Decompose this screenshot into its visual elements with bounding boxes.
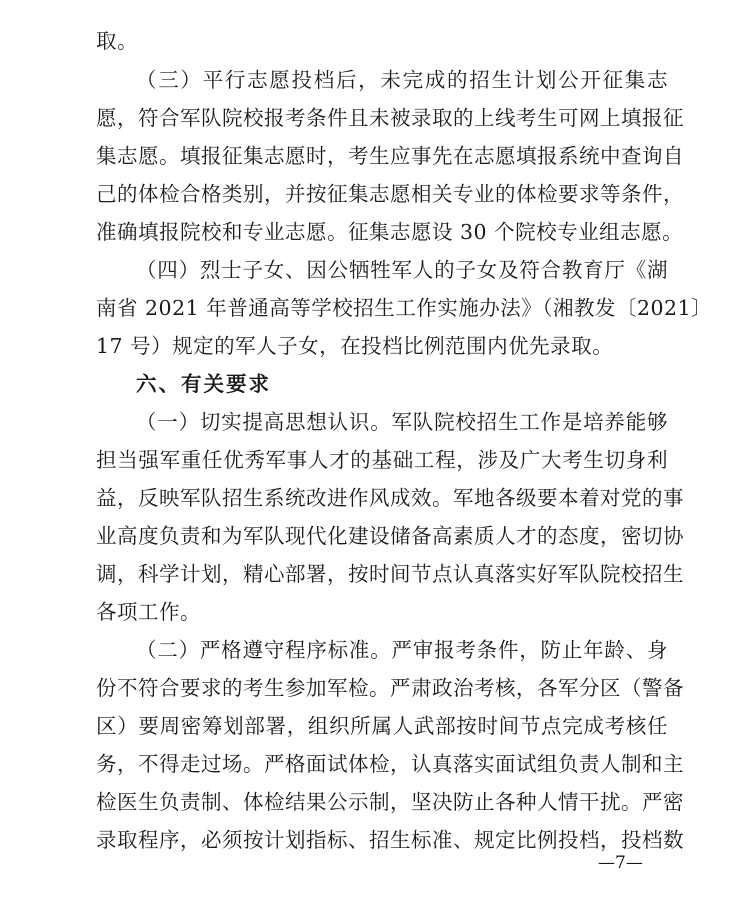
text-line: 区）要周密筹划部署，组织所属人武部按时间节点完成考核任	[96, 714, 668, 738]
text-line: 业高度负责和为军队现代化建设储备高素质人才的态度，密切协	[96, 524, 684, 548]
text-line: 取。	[96, 29, 138, 53]
text-line: 录取程序，必须按计划指标、招生标准、规定比例投档，投档数	[96, 828, 684, 852]
text-line: 南省 2021 年普通高等学校招生工作实施办法》（湘教发〔2021〕	[96, 296, 713, 320]
text-line: 准确填报院校和专业志愿。征集志愿设 30 个院校专业组志愿。	[96, 220, 684, 244]
section-heading: 六、有关要求	[136, 372, 271, 396]
text-line: （三）平行志愿投档后，未完成的招生计划公开征集志	[136, 68, 668, 92]
text-line: 担当强军重任优秀军事人才的基础工程，涉及广大考生切身利	[96, 448, 668, 472]
text-line: 份不符合要求的考生参加军检。严肃政治考核，各军分区（警备	[96, 676, 684, 700]
text-line: 集志愿。填报征集志愿时，考生应事先在志愿填报系统中查询自	[96, 144, 684, 168]
text-line: 17 号）规定的军人子女，在投档比例范围内优先录取。	[96, 334, 614, 358]
text-line: 各项工作。	[96, 600, 201, 624]
text-line: （一）切实提高思想认识。军队院校招生工作是培养能够	[136, 410, 668, 434]
text-line: 愿，符合军队院校报考条件且未被录取的上线考生可网上填报征	[96, 106, 684, 130]
page-number: —7—	[598, 853, 643, 873]
text-line: 检医生负责制、体检结果公示制，坚决防止各种人情干扰。严密	[96, 790, 684, 814]
text-line: 务，不得走过场。严格面试体检，认真落实面试组负责人制和主	[96, 752, 684, 776]
text-line: 己的体检合格类别，并按征集志愿相关专业的体检要求等条件，	[96, 182, 684, 206]
text-line: 益，反映军队招生系统改进作风成效。军地各级要本着对党的事	[96, 486, 684, 510]
text-line: （四）烈士子女、因公牺牲军人的子女及符合教育厅《湖	[136, 258, 668, 282]
text-line: 调，科学计划，精心部署，按时间节点认真落实好军队院校招生	[96, 562, 684, 586]
text-line: （二）严格遵守程序标准。严审报考条件，防止年龄、身	[136, 638, 668, 662]
